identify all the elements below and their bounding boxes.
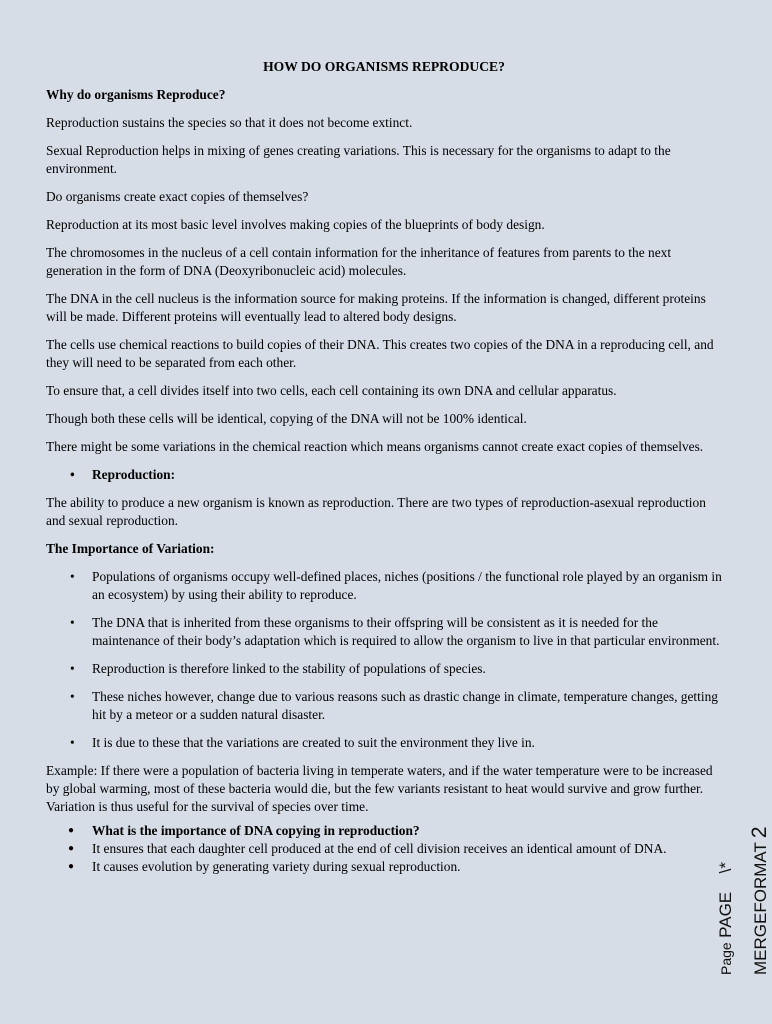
list-item: • Reproduction is therefore linked to the stability of populations of species. bbox=[46, 660, 722, 678]
list-item: ● It causes evolution by generating variety during sexual reproduction. bbox=[46, 858, 722, 876]
paragraph: The DNA in the cell nucleus is the information source for making proteins. If the information is changed, different proteins will be made. Different proteins will eventually lead to altered body designs. bbox=[46, 291, 706, 324]
paragraph: There might be some variations in the chemical reaction which means organisms cannot create exact copies of themselves. bbox=[46, 439, 704, 454]
paragraph: Reproduction sustains the species so that it does not become extinct. bbox=[46, 115, 413, 130]
paragraph: Though both these cells will be identical, copying of the DNA will not be 100% identical. bbox=[46, 411, 527, 426]
list-item: ● It ensures that each daughter cell produced at the end of cell division receives an identical amount of DNA. bbox=[46, 840, 722, 858]
paragraph: The ability to produce a new organism is known as reproduction. There are two types of reproduction-asexual reproduction and sexual reproduction. bbox=[46, 495, 706, 528]
paragraph: Reproduction at its most basic level involves making copies of the blueprints of body design. bbox=[46, 217, 545, 232]
variation-bullet-list bbox=[46, 568, 722, 752]
heading-importance-of-variation: The Importance of Variation: bbox=[46, 541, 215, 556]
paragraph: To ensure that, a cell divides itself into two cells, each cell containing its own DNA and cellular apparatus. bbox=[46, 383, 617, 398]
page-number: 2 bbox=[748, 826, 771, 839]
list-item: • These niches however, change due to various reasons such as drastic change in climate, temperature changes, getting hit by a meteor or a sudden natural disaster. bbox=[46, 688, 722, 724]
page-footer-field bbox=[716, 862, 736, 975]
footer-field-switch: \* bbox=[716, 862, 735, 874]
paragraph: The chromosomes in the nucleus of a cell contain information for the inheritance of features from parents to the next generation in the form of DNA (Deoxyribonucleic acid) molecules. bbox=[46, 245, 672, 278]
document-page bbox=[46, 58, 722, 886]
footer-page-field: PAGE bbox=[716, 891, 735, 938]
reproduction-bullet-list bbox=[46, 466, 722, 484]
paragraph: Sexual Reproduction helps in mixing of genes creating variations. This is necessary for the organisms to adapt to the environment. bbox=[46, 143, 671, 176]
bullet-reproduction: • Reproduction: bbox=[46, 466, 722, 484]
footer-page-word: Page bbox=[718, 942, 734, 975]
paragraph: Do organisms create exact copies of themselves? bbox=[46, 189, 309, 204]
dna-copying-bullet-list bbox=[46, 822, 722, 876]
dna-question: ● What is the importance of DNA copying in reproduction? bbox=[46, 822, 722, 840]
list-item: • Populations of organisms occupy well-defined places, niches (positions / the functional role played by an organism in an ecosystem) by using their ability to reproduce. bbox=[46, 568, 722, 604]
page-footer-mergeformat bbox=[748, 826, 772, 975]
paragraph: The cells use chemical reactions to build copies of their DNA. This creates two copies of the DNA in a reproducing cell, and they will need to be separated from each other. bbox=[46, 337, 714, 370]
list-item: • It is due to these that the variations are created to suit the environment they live in. bbox=[46, 734, 722, 752]
list-item: • The DNA that is inherited from these organisms to their offspring will be consistent as it is needed for the maintenance of their body’s adaptation which is required to allow the organism to live in that particular environment. bbox=[46, 614, 722, 650]
document-title: HOW DO ORGANISMS REPRODUCE? bbox=[263, 59, 505, 74]
example-paragraph: Example: If there were a population of bacteria living in temperate waters, and if the water temperature were to be increased by global warming, most of these bacteria would die, but the few variants resistant to heat would survive and grow further. Variation is thus useful for the survival of species over time. bbox=[46, 763, 713, 814]
footer-mergeformat: MERGEFORMAT bbox=[751, 842, 770, 975]
heading-why-reproduce: Why do organisms Reproduce? bbox=[46, 87, 226, 102]
